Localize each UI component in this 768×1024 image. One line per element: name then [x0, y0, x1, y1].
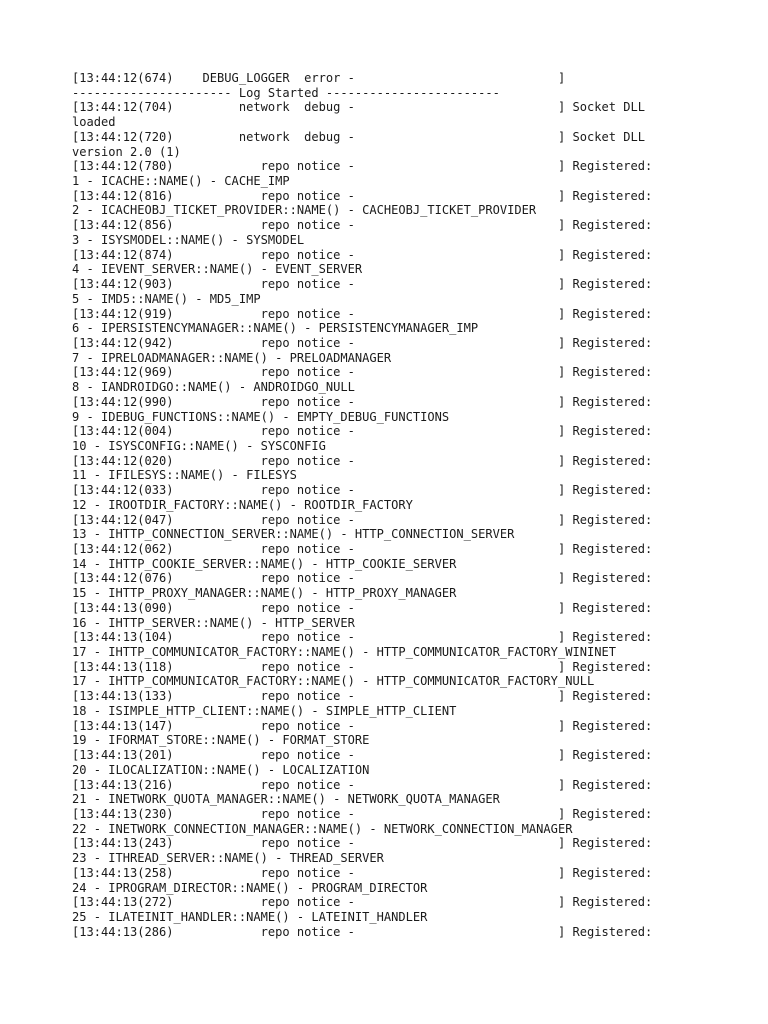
- log-line: 22 - INETWORK_CONNECTION_MANAGER::NAME() - NETWORK_CONNECTION_MANAGER: [72, 821, 573, 836]
- log-line: 7 - IPRELOADMANAGER::NAME() - PRELOADMANAGER: [72, 350, 392, 365]
- log-line: [13:44:13(147) repo notice - ] Registered:: [72, 718, 653, 733]
- log-line: 12 - IROOTDIR_FACTORY::NAME() - ROOTDIR_FACTORY: [72, 497, 413, 512]
- log-line: 15 - IHTTP_PROXY_MANAGER::NAME() - HTTP_PROXY_MANAGER: [72, 586, 457, 601]
- log-line: [13:44:12(874) repo notice - ] Registered:: [72, 247, 653, 262]
- log-line: [13:44:12(942) repo notice - ] Registered:: [72, 335, 653, 350]
- log-line: [13:44:12(990) repo notice - ] Registered:: [72, 394, 653, 409]
- log-line: [13:44:12(720) network debug - ] Socket DLL: [72, 129, 645, 144]
- log-line: [13:44:13(272) repo notice - ] Registered:: [72, 895, 653, 910]
- log-line: version 2.0 (1): [72, 144, 181, 159]
- log-line: [13:44:13(090) repo notice - ] Registered:: [72, 600, 653, 615]
- log-line: [13:44:13(201) repo notice - ] Registered:: [72, 748, 653, 763]
- log-line: 25 - ILATEINIT_HANDLER::NAME() - LATEINIT_HANDLER: [72, 909, 428, 924]
- log-line: [13:44:13(118) repo notice - ] Registered:: [72, 659, 653, 674]
- log-line: [13:44:12(020) repo notice - ] Registered:: [72, 453, 653, 468]
- log-line: 6 - IPERSISTENCYMANAGER::NAME() - PERSISTENCYMANAGER_IMP: [72, 321, 479, 336]
- log-line: [13:44:13(133) repo notice - ] Registered:: [72, 689, 653, 704]
- log-line: [13:44:12(780) repo notice - ] Registered:: [72, 159, 653, 174]
- log-text-block: [72, 71, 652, 939]
- log-line: 3 - ISYSMODEL::NAME() - SYSMODEL: [72, 232, 305, 247]
- log-line: [13:44:13(258) repo notice - ] Registered:: [72, 865, 653, 880]
- log-line: [13:44:13(216) repo notice - ] Registered:: [72, 777, 653, 792]
- log-line: [13:44:13(104) repo notice - ] Registered:: [72, 630, 653, 645]
- log-line: 21 - INETWORK_QUOTA_MANAGER::NAME() - NETWORK_QUOTA_MANAGER: [72, 792, 500, 807]
- log-line: [13:44:12(076) repo notice - ] Registered:: [72, 571, 653, 586]
- log-line: 8 - IANDROIDGO::NAME() - ANDROIDGO_NULL: [72, 380, 355, 395]
- log-line: [13:44:12(919) repo notice - ] Registered:: [72, 306, 653, 321]
- log-line: loaded: [72, 115, 116, 130]
- log-line: 20 - ILOCALIZATION::NAME() - LOCALIZATION: [72, 762, 370, 777]
- log-line: 18 - ISIMPLE_HTTP_CLIENT::NAME() - SIMPLE_HTTP_CLIENT: [72, 703, 457, 718]
- log-line: [13:44:12(969) repo notice - ] Registered:: [72, 365, 653, 380]
- log-line: [13:44:12(004) repo notice - ] Registered:: [72, 424, 653, 439]
- log-line: 4 - IEVENT_SERVER::NAME() - EVENT_SERVER: [72, 262, 363, 277]
- log-line: [13:44:12(816) repo notice - ] Registered:: [72, 188, 653, 203]
- log-line: ---------------------- Log Started ------------------------: [72, 85, 500, 100]
- log-line: 13 - IHTTP_CONNECTION_SERVER::NAME() - HTTP_CONNECTION_SERVER: [72, 527, 515, 542]
- log-line: 14 - IHTTP_COOKIE_SERVER::NAME() - HTTP_COOKIE_SERVER: [72, 556, 457, 571]
- log-line: 11 - IFILESYS::NAME() - FILESYS: [72, 468, 297, 483]
- log-line: [13:44:13(286) repo notice - ] Registered:: [72, 924, 653, 939]
- log-line: [13:44:13(230) repo notice - ] Registered:: [72, 806, 653, 821]
- log-line: [13:44:12(674) DEBUG_LOGGER error - ]: [72, 71, 566, 85]
- log-line: 17 - IHTTP_COMMUNICATOR_FACTORY::NAME() - HTTP_COMMUNICATOR_FACTORY_NULL: [72, 674, 595, 689]
- log-line: [13:44:12(062) repo notice - ] Registered:: [72, 542, 653, 556]
- log-line: 16 - IHTTP_SERVER::NAME() - HTTP_SERVER: [72, 615, 355, 630]
- log-line: [13:44:12(704) network debug - ] Socket DLL: [72, 100, 645, 115]
- log-line: 23 - ITHREAD_SERVER::NAME() - THREAD_SERVER: [72, 851, 384, 866]
- log-line: 9 - IDEBUG_FUNCTIONS::NAME() - EMPTY_DEBUG_FUNCTIONS: [72, 409, 450, 424]
- log-line: 1 - ICACHE::NAME() - CACHE_IMP: [72, 174, 290, 189]
- log-line: 10 - ISYSCONFIG::NAME() - SYSCONFIG: [72, 438, 326, 453]
- log-line: 19 - IFORMAT_STORE::NAME() - FORMAT_STORE: [72, 733, 370, 748]
- log-line: 2 - ICACHEOBJ_TICKET_PROVIDER::NAME() - CACHEOBJ_TICKET_PROVIDER: [72, 203, 537, 218]
- log-line: 24 - IPROGRAM_DIRECTOR::NAME() - PROGRAM_DIRECTOR: [72, 880, 428, 895]
- log-line: [13:44:12(033) repo notice - ] Registered:: [72, 483, 653, 498]
- log-line: [13:44:12(047) repo notice - ] Registered:: [72, 512, 653, 527]
- log-line: [13:44:13(243) repo notice - ] Registered:: [72, 836, 653, 851]
- log-line: [13:44:12(856) repo notice - ] Registered:: [72, 218, 653, 233]
- log-line: [13:44:12(903) repo notice - ] Registered:: [72, 277, 653, 292]
- log-line: 17 - IHTTP_COMMUNICATOR_FACTORY::NAME() - HTTP_COMMUNICATOR_FACTORY_WININET: [72, 645, 616, 660]
- log-line: 5 - IMD5::NAME() - MD5_IMP: [72, 291, 261, 306]
